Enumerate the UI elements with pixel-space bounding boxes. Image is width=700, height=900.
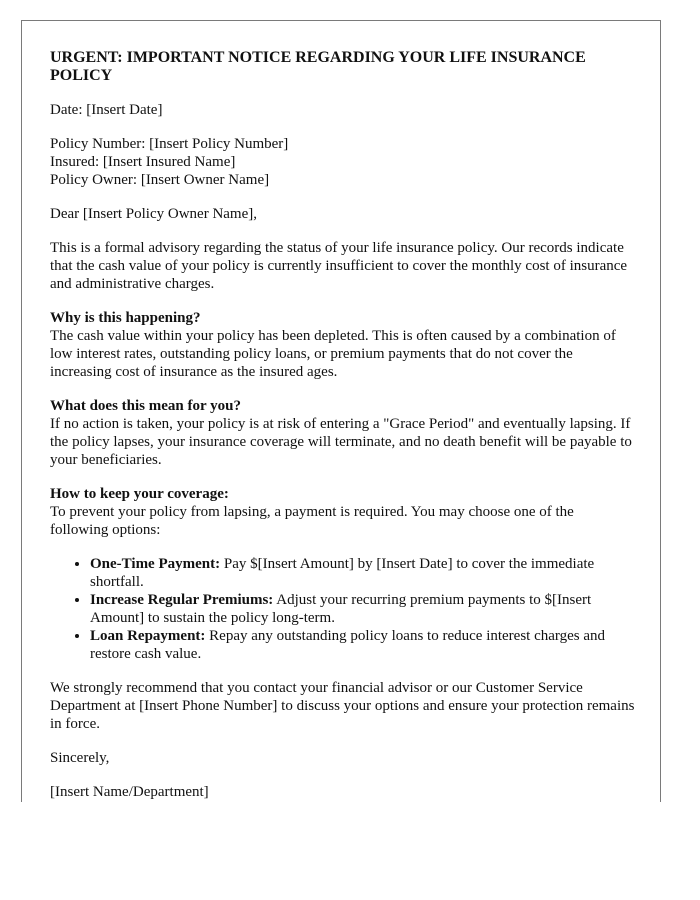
closing: Sincerely, [50,750,110,766]
salutation: Dear [Insert Policy Owner Name], [50,206,258,222]
letter-title: URGENT: IMPORTANT NOTICE REGARDING YOUR LIFE INSURANCE POLICY [50,49,586,84]
policy-owner: Policy Owner: [Insert Owner Name] [50,172,270,188]
option-label: One-Time Payment: [90,556,221,572]
option-text: Pay $[Insert Amount] by [Insert Date] to cover the immediate shortfall. [90,556,595,590]
mean-section [50,397,635,469]
mean-body: If no action is taken, your policy is at risk of entering a "Grace Period" and eventually lapsing. If the policy lapses, your insurance coverage will terminate, and no death benefit will be payable to your beneficiaries. [50,416,632,468]
letter-content [50,49,635,802]
option-label: Loan Repayment: [90,628,206,644]
option-text: Repay any outstanding policy loans to reduce interest charges and restore cash value. [90,628,606,662]
policy-details [50,135,635,189]
intro-paragraph: This is a formal advisory regarding the status of your life insurance policy. Our records indicate that the cash value of your policy is currently insufficient to cover the monthly cost of insurance and administrative charges. [50,240,628,292]
signature: [Insert Name/Department] [50,784,209,800]
option-text: Adjust your recurring premium payments to $[Insert Amount] to sustain the policy long-term. [90,592,592,626]
mean-heading: What does this mean for you? [50,398,241,414]
why-section [50,309,635,381]
list-item [90,555,635,591]
keep-section [50,485,635,539]
why-body: The cash value within your policy has been depleted. This is often caused by a combination of low interest rates, outstanding policy loans, or premium payments that do not cover the increasing cost of insurance as the insured ages. [50,328,616,380]
list-item [90,591,635,627]
list-item [90,627,635,663]
letter-page [21,20,661,802]
why-heading: Why is this happening? [50,310,201,326]
letter-date: Date: [Insert Date] [50,102,163,118]
keep-body: To prevent your policy from lapsing, a payment is required. You may choose one of the following options: [50,504,574,538]
recommendation-paragraph: We strongly recommend that you contact your financial advisor or our Customer Service Department at [Insert Phone Number] to discuss your options and ensure your protection remains in force. [50,680,635,732]
insured-name: Insured: [Insert Insured Name] [50,154,236,170]
options-list [50,555,635,663]
policy-number: Policy Number: [Insert Policy Number] [50,136,289,152]
option-label: Increase Regular Premiums: [90,592,274,608]
keep-heading: How to keep your coverage: [50,486,229,502]
